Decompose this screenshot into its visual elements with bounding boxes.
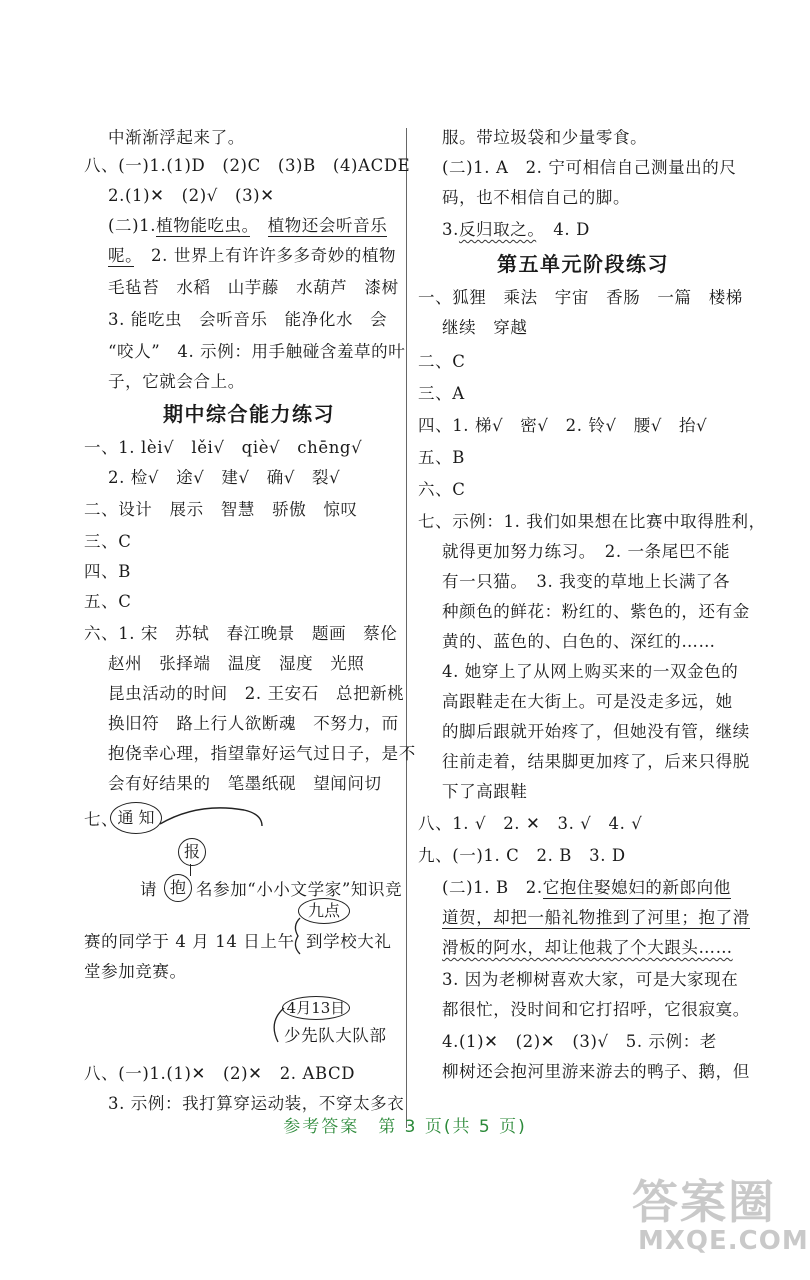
text-span (250, 216, 267, 235)
watermark-url: MXQE.COM (638, 1226, 809, 1256)
text-line (108, 214, 387, 238)
text-line: 会有好结果的 笔墨纸砚 望闻问切 (108, 774, 382, 793)
text-line: 昆虫活动的时间 2. 王安石 总把新桃 (108, 684, 405, 703)
text-line: 二、C (418, 352, 466, 371)
text-line: 中渐渐浮起来了。 (108, 128, 245, 147)
text-line: 高跟鞋走在大街上。可是没走多远，她 (442, 692, 733, 711)
text-span: 到学校大礼 (306, 932, 392, 951)
text-line: 黄的、蓝色的、白色的、深红的…… (442, 632, 716, 651)
text-line: 种颜色的鲜花：粉红的、紫色的，还有金 (442, 602, 750, 621)
text-line: 4. 她穿上了从网上购买来的一双金色的 (442, 662, 739, 681)
underlined-answer: 道贺，却把一船礼物推到了河里；抱了滑 (442, 908, 750, 927)
correction-circled: 报 (178, 838, 206, 866)
insertion-circled: 九点 (298, 898, 350, 924)
text-line: 3. 能吃虫 会听音乐 能净化水 会 (108, 310, 388, 329)
text-line: 五、C (84, 592, 132, 611)
text-line: 六、C (418, 480, 466, 499)
watermark (632, 1166, 809, 1266)
date-circled: 4月13日 (282, 996, 350, 1020)
wavy-underlined-answer: 滑板的阿水，却让他栽了个大跟头…… (442, 938, 733, 957)
text-line: 有一只猫。 3. 我变的草地上长满了各 (442, 572, 731, 591)
text-line: 2.(1)✕ (2)√ (3)✕ (108, 186, 275, 205)
text-line: 九、(一)1. C 2. B 3. D (418, 846, 626, 865)
text-line: 三、A (418, 384, 465, 403)
insertion-mark-icon (158, 804, 268, 828)
text-line: 往前走着，结果脚更加疼了，后来只得脱 (442, 752, 750, 771)
underlined-answer: 植物能吃虫。 (156, 216, 251, 235)
text-line: 子，它就会合上。 (108, 372, 245, 391)
text-line: 继续 穿越 (442, 318, 528, 337)
section-title: 期中综合能力练习 (163, 402, 335, 426)
text-line: 七、示例：1. 我们如果想在比赛中取得胜利， (418, 512, 766, 531)
text-line: 堂参加竞赛。 (84, 962, 187, 981)
insertion-bracket-icon (290, 916, 304, 956)
text-line: 八、(一)1.(1)D (2)C (3)B (4)ACDE (84, 156, 411, 175)
text-line: 四、B (84, 562, 131, 581)
text-line: 一、狐狸 乘法 宇宙 香肠 一篇 楼梯 (418, 288, 743, 307)
page-footer: 参考答案 第 3 页(共 5 页) (283, 1117, 527, 1137)
text-line (442, 218, 590, 242)
text-line: 柳树还会抱河里游来游去的鸭子、鹅，但 (442, 1062, 750, 1081)
text-line: 八、(一)1.(1)✕ (2)✕ 2. ABCD (84, 1064, 356, 1083)
notice-title-circled: 通 知 (110, 802, 162, 834)
underlined-answer: 呢。 (108, 246, 134, 265)
text-line: 换旧符 路上行人欲断魂 不努力，而 (108, 714, 399, 733)
text-line: 四、1. 梯√ 密√ 2. 铃√ 腰√ 抬√ (418, 416, 708, 435)
text-line: 抱侥幸心理，指望靠好运气过日子，是不 (108, 744, 416, 763)
text-line: 2. 检√ 途√ 建√ 确√ 裂√ (108, 468, 341, 487)
text-line: 赵州 张择端 温度 湿度 光照 (108, 654, 365, 673)
text-line: 毛毡苔 水稻 山芋藤 水葫芦 漆树 (108, 278, 399, 297)
underlined-answer: 植物还会听音乐 (267, 216, 388, 235)
text-line: 3. 示例：我打算穿运动装，不穿太多衣 (108, 1094, 405, 1113)
underlined-answer: 它抱住娶媳妇的新郎向他 (542, 878, 731, 897)
error-circled: 抱 (164, 874, 192, 902)
text-line: 就得更加努力练习。 2. 一条尾巴不能 (442, 542, 731, 561)
text-line: 下了高跟鞋 (442, 782, 528, 801)
section-label: 七、 (84, 810, 119, 829)
text-line: 八、1. √ 2. ✕ 3. √ 4. √ (418, 814, 643, 833)
text-line: 3. 因为老柳树喜欢大家，可是大家现在 (442, 970, 739, 989)
text-line: 的脚后跟就开始疼了，但她没有管，继续 (442, 722, 750, 741)
text-line: 4.(1)✕ (2)✕ (3)√ 5. 示例：老 (442, 1032, 717, 1051)
text-line: 五、B (418, 448, 465, 467)
text-span: 3. (442, 220, 459, 239)
signature-line: 少先队大队部 (284, 1026, 387, 1045)
text-line: 六、1. 宋 苏轼 春江晚景 题画 蔡伦 (84, 624, 398, 643)
text-line: 一、1. lèi√ lěi√ qiè√ chēng√ (84, 438, 363, 457)
text-span: 4. D (536, 220, 590, 239)
text-line: “咬人” 4. 示例：用手触碰含羞草的叶 (108, 342, 406, 361)
watermark-logo: 答案圈 (632, 1175, 776, 1229)
section-title: 第五单元阶段练习 (497, 252, 669, 276)
text-span: (二)1. B 2. (442, 878, 543, 897)
text-line (442, 906, 750, 930)
text-span: (二)1. (108, 216, 157, 235)
text-line: (二)1. A 2. 宁可相信自己测量出的尺 (442, 158, 737, 177)
column-divider (406, 128, 407, 1128)
text-line (108, 244, 396, 268)
text-line: 名参加“小小文学家”知识竞 (196, 880, 403, 899)
text-line: 三、C (84, 532, 132, 551)
wavy-underlined-answer: 反归取之。 (458, 220, 537, 239)
text-line: 码，也不相信自己的脚。 (442, 188, 631, 207)
text-line: 服。带垃圾袋和少量零食。 (442, 128, 648, 147)
text-span: 赛的同学于 4 月 14 日上午 (84, 932, 295, 951)
correction-line (190, 864, 191, 876)
text-line: 都很忙，没时间和它打招呼，它很寂寞。 (442, 1000, 750, 1019)
text-span: 2. 世界上有许许多多奇妙的植物 (133, 246, 397, 265)
text-line (442, 936, 733, 960)
text-span: 请 (140, 880, 158, 899)
text-line: 二、设计 展示 智慧 骄傲 惊叹 (84, 500, 358, 519)
text-line (442, 876, 731, 900)
